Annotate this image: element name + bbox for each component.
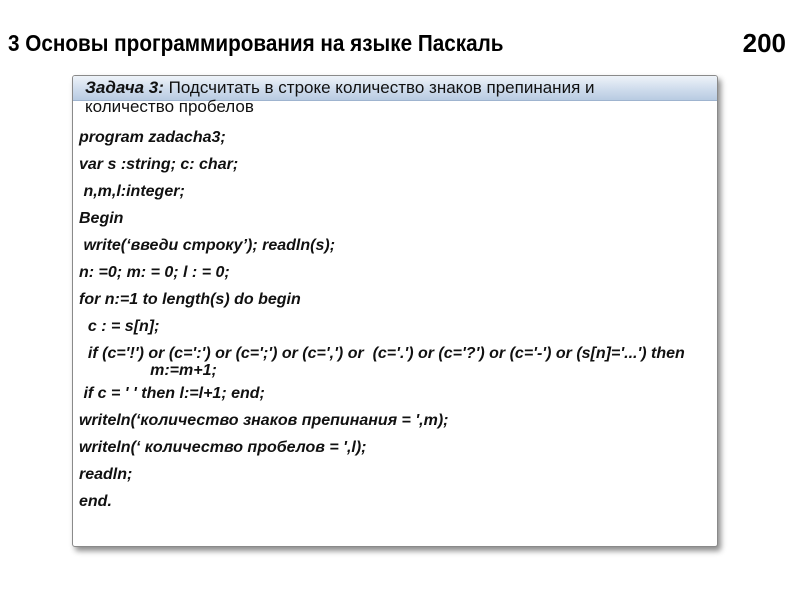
code-line: write(‘введи строку’); readln(s); [79,237,336,254]
task-statement [85,78,685,116]
code-line: end. [79,493,112,510]
pascal-code-listing [79,124,711,515]
slide-title: 3 Основы программирования на языке Паскаль [8,30,504,56]
code-line: n: =0; m: = 0; l : = 0; [79,264,230,281]
score-value: 200 [742,28,786,58]
code-line: writeln(‘количество знаков препинания = ',m); [79,412,449,429]
code-line: for n:=1 to length(s) do begin [79,291,301,308]
code-line: readln; [79,466,133,483]
code-line: c : = s[n]; [79,318,160,335]
code-line: if c = ' ' then l:=l+1; end; [79,385,265,402]
code-line: writeln(‘ количество пробелов = ',l); [79,439,367,456]
code-line: Begin [79,210,124,227]
code-line: program zadacha3; [79,129,226,146]
task-card [72,75,718,547]
task-label: Задача 3: [85,78,164,97]
task-description: Подсчитать в строке количество знаков препинания и количество пробелов [85,78,595,116]
code-line: if (c='!') or (c=':') or (c=';') or (c=',') or (c='.') or (c='?') or (c='-') or (s[n]='...') then m:=m+1; [87,345,685,379]
code-line: var s :string; c: char; [79,156,239,173]
code-line: n,m,l:integer; [79,183,185,200]
task-header [73,76,717,116]
